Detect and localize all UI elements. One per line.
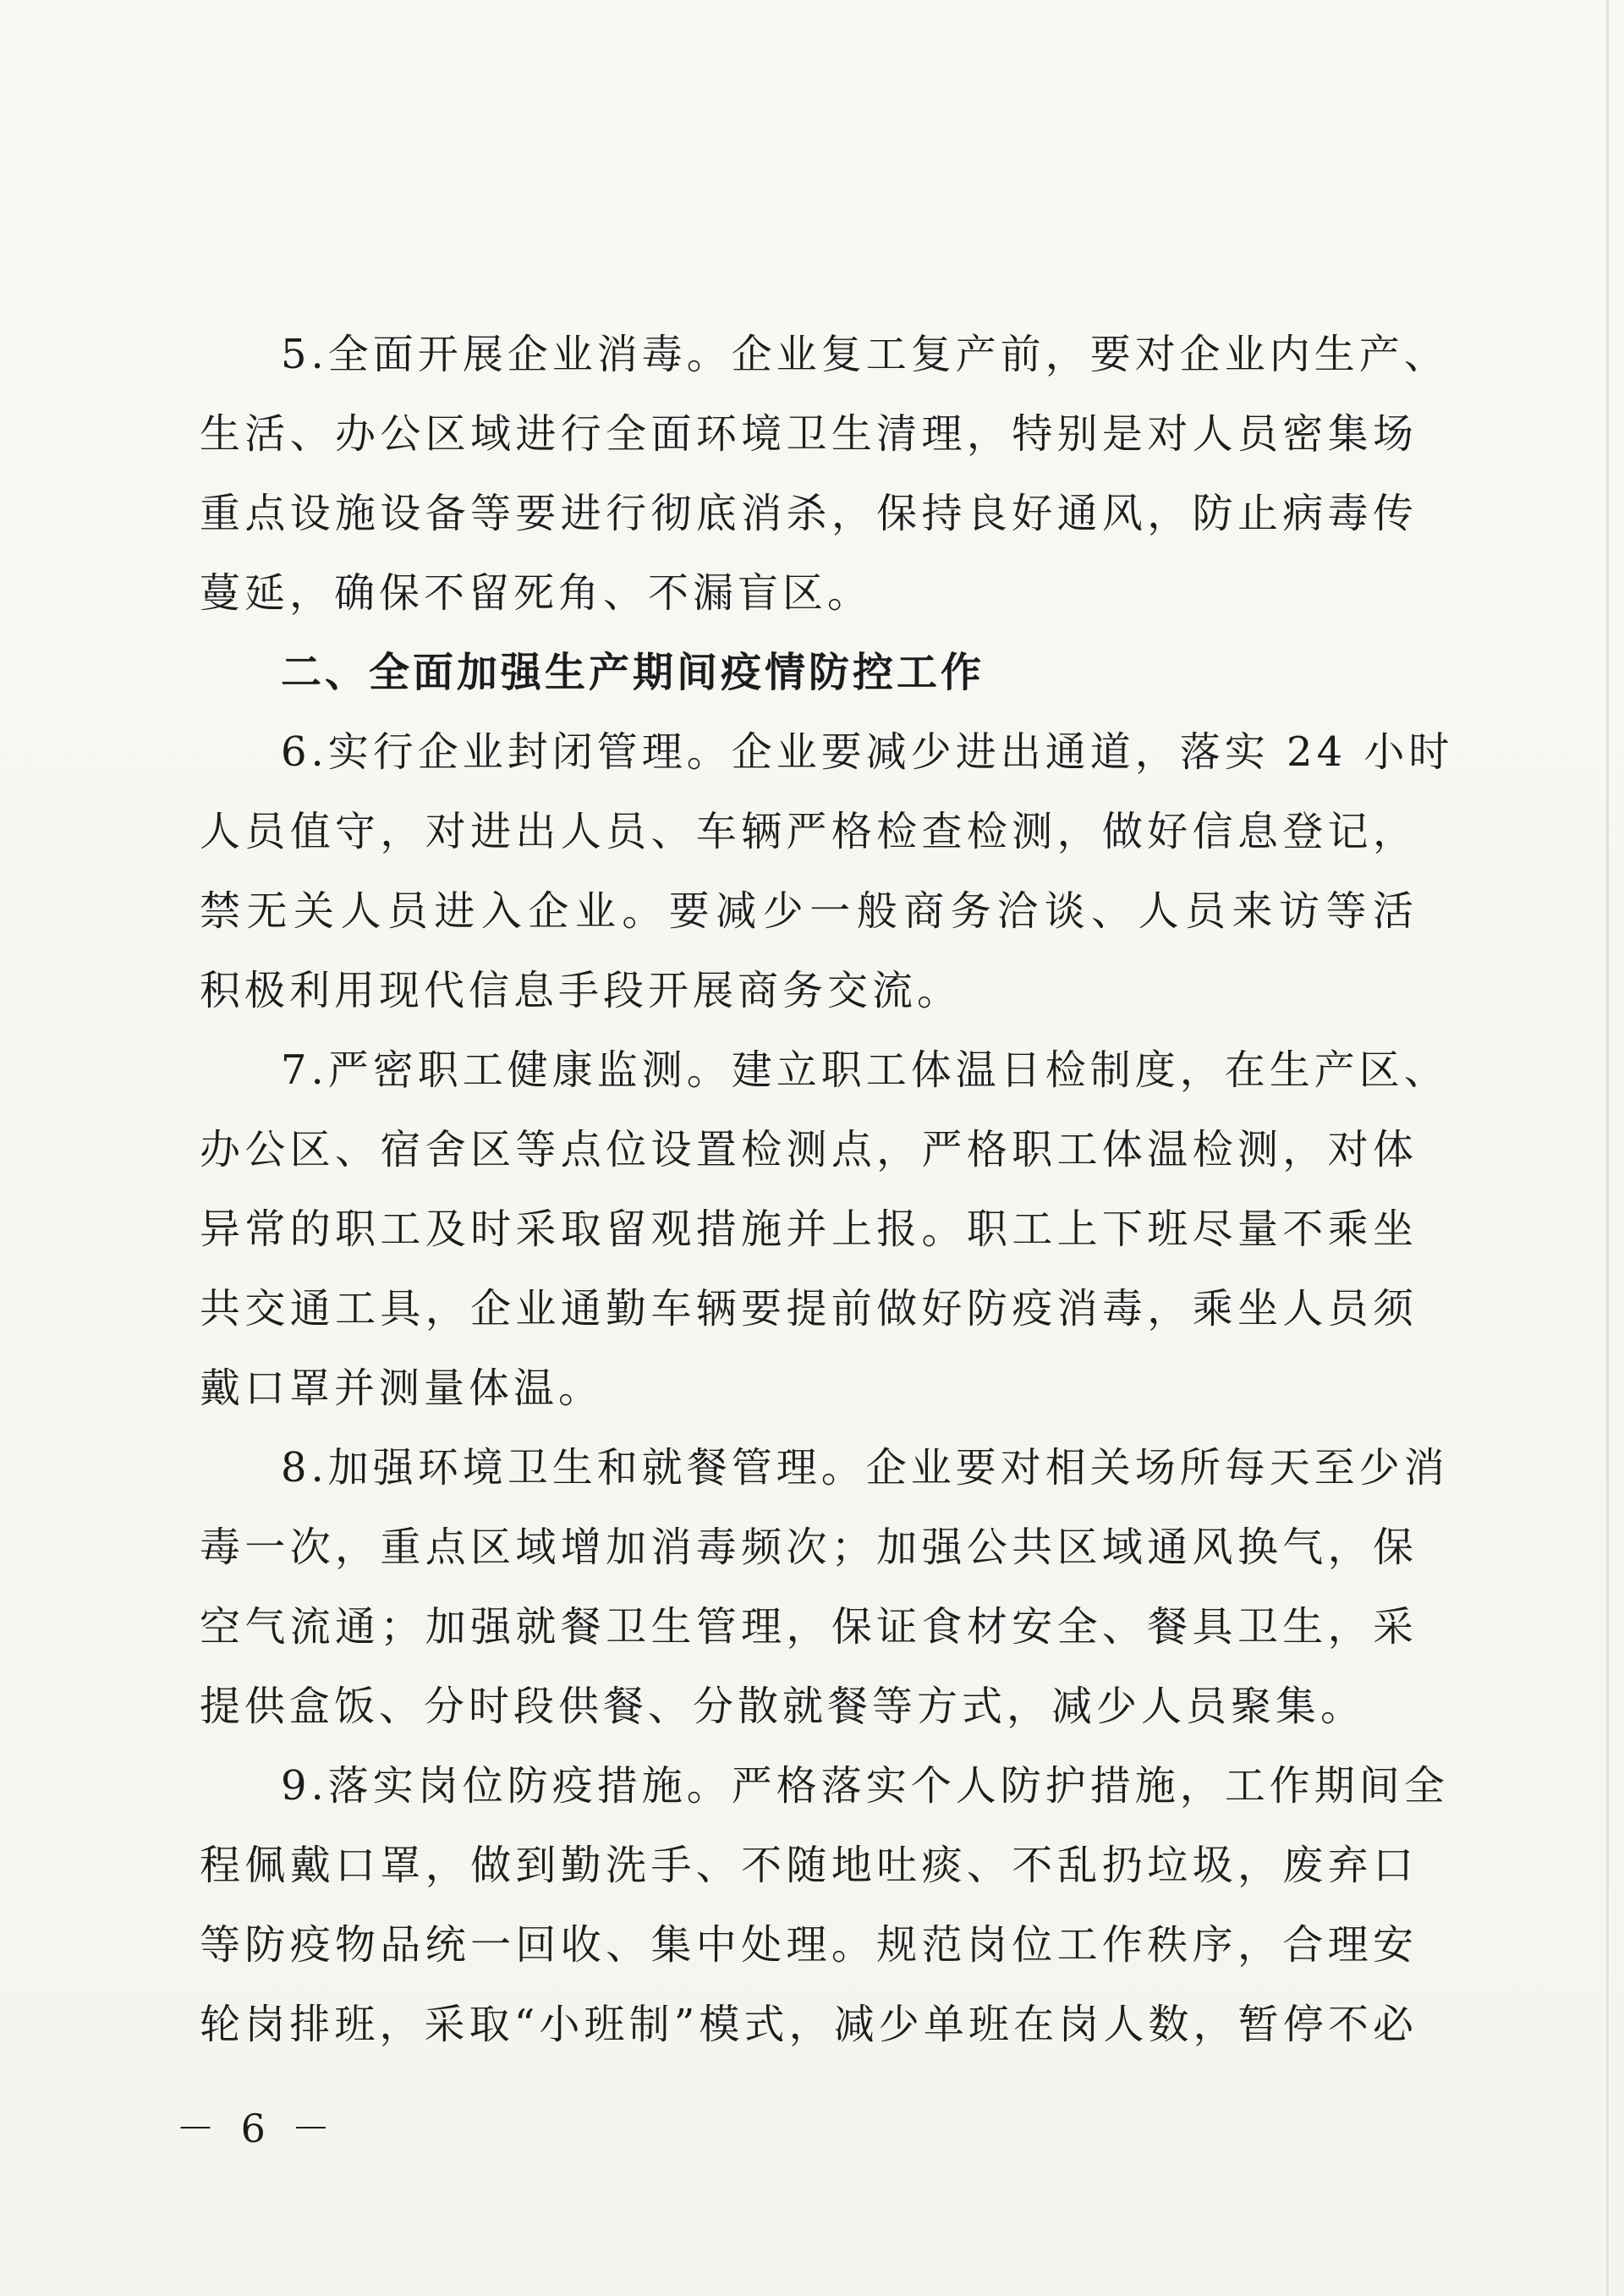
- paragraph-5-line-1: 5.全面开展企业消毒。企业复工复产前，要对企业内生产、: [281, 331, 1449, 378]
- document-body: [200, 315, 1454, 2064]
- page-number: － 6 －: [176, 2106, 337, 2151]
- paragraph-7-line-2: 办公区、宿舍区等点位设置检测点，严格职工体温检测，对体: [200, 1126, 1418, 1173]
- paragraph-5-line-3: 重点设施设备等要进行彻底消杀，保持良好通风，防止病毒传: [200, 490, 1418, 537]
- paragraph-7-line-1: 7.严密职工健康监测。建立职工体温日检制度，在生产区、: [281, 1046, 1449, 1094]
- paragraph-5-line-2: 生活、办公区域进行全面环境卫生清理，特别是对人员密集场: [200, 410, 1418, 458]
- paragraph-8-line-4: 提供盒饭、分时段供餐、分散就餐等方式，减少人员聚集。: [200, 1683, 1366, 1730]
- paragraph-5-line-4: 蔓延，确保不留死角、不漏盲区。: [200, 569, 873, 617]
- paragraph-7-line-5: 戴口罩并测量体温。: [200, 1365, 604, 1412]
- paragraph-6-line-1: 6.实行企业封闭管理。企业要减少进出通道，落实 24 小时: [281, 728, 1454, 776]
- paragraph-7-line-3: 异常的职工及时采取留观措施并上报。职工上下班尽量不乘坐: [200, 1206, 1418, 1253]
- paragraph-7-line-4: 共交通工具，企业通勤车辆要提前做好防疫消毒，乘坐人员须: [200, 1285, 1418, 1332]
- paragraph-9-line-1: 9.落实岗位防疫措施。严格落实个人防护措施，工作期间全: [281, 1762, 1449, 1810]
- paragraph-8-line-1: 8.加强环境卫生和就餐管理。企业要对相关场所每天至少消: [281, 1444, 1449, 1491]
- paragraph-6-line-2: 人员值守，对进出人员、车辆严格检查检测，做好信息登记，: [200, 808, 1418, 855]
- scan-edge: [1606, 0, 1609, 2296]
- paragraph-6-line-4: 积极利用现代信息手段开展商务交流。: [200, 967, 963, 1014]
- section-heading: 二、全面加强生产期间疫情防控工作: [281, 649, 985, 696]
- paragraph-8-line-3: 空气流通；加强就餐卫生管理，保证食材安全、餐具卫生，采: [200, 1603, 1418, 1651]
- paragraph-9-line-3: 等防疫物品统一回收、集中处理。规范岗位工作秩序，合理安: [200, 1921, 1418, 1969]
- paragraph-9-line-2: 程佩戴口罩，做到勤洗手、不随地吐痰、不乱扔垃圾，废弃口: [200, 1842, 1418, 1889]
- paragraph-9-line-4: 轮岗排班，采取“小班制”模式，减少单班在岗人数，暂停不必: [200, 2001, 1418, 2048]
- paragraph-8-line-2: 毒一次，重点区域增加消毒频次；加强公共区域通风换气，保: [200, 1524, 1418, 1571]
- paragraph-6-line-3: 禁无关人员进入企业。要减少一般商务洽谈、人员来访等活: [200, 887, 1418, 935]
